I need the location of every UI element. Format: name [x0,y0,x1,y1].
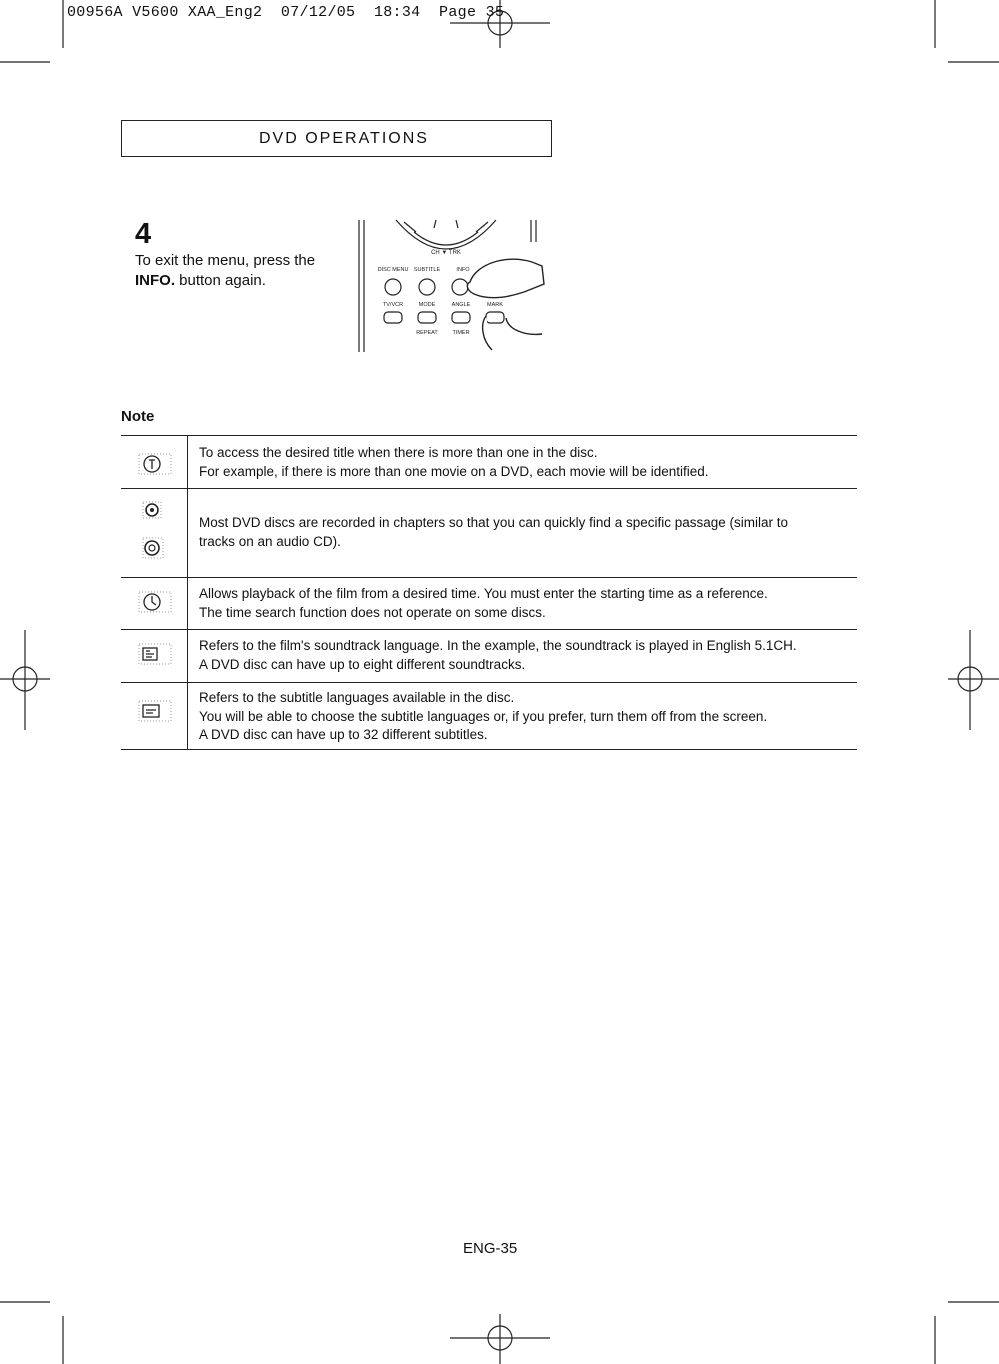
note-column-divider [187,435,188,749]
note-line: For example, if there is more than one movie on a DVD, each movie will be identified. [199,463,709,479]
note-rule [121,629,857,630]
remote-label-info: INFO [456,267,470,273]
remote-ch-label: CH ▼ TRK [431,250,461,256]
time-icon [137,588,173,616]
remote-label-disc-menu: DISC MENU [377,267,409,273]
page-number: ENG-35 [463,1240,518,1257]
print-slug: 00956A V5600 XAA_Eng2 07/12/05 18:34 Page 35 [67,4,505,21]
remote-label-tvvcr: TV/VCR [382,302,404,308]
step-number: 4 [135,218,152,250]
note-line: Allows playback of the film from a desired time. You must enter the starting time as a reference. [199,586,768,601]
remote-label-repeat: REPEAT [416,330,438,336]
note-line: A DVD disc can have up to eight different soundtracks. [199,656,526,672]
note-row-chapter [199,514,855,551]
remote-label-angle: ANGLE [451,302,471,308]
note-row-title [199,444,855,481]
note-line: You will be able to choose the subtitle languages or, if you prefer, turn them off from the screen. [199,708,768,724]
note-table [121,0,857,1364]
title-icon [137,450,173,478]
note-line: The time search function does not operate on some discs. [199,604,546,620]
step-text-prefix: To exit the menu, press the [135,252,316,269]
note-line: tracks on an audio CD). [199,533,341,549]
note-rule [121,488,857,489]
note-rule [121,577,857,578]
step-button-name: INFO. [135,272,175,289]
step-text-suffix: button again. [175,272,266,289]
subtitle-icon [137,697,173,725]
note-rule [121,682,857,683]
note-line: A DVD disc can have up to 32 different subtitles. [199,727,488,742]
remote-label-mode: MODE [418,302,436,308]
remote-label-mark: MARK [487,302,503,308]
note-row-time [199,585,855,622]
section-title: DVD OPERATIONS [259,129,429,147]
note-line: To access the desired title when there is more than one in the disc. [199,445,598,460]
note-heading: Note [121,408,155,425]
chapter-icon [137,496,173,566]
note-rule-bottom [121,749,857,750]
note-line: Refers to the film's soundtrack language. In the example, the soundtrack is played in English 5.1CH. [199,638,797,653]
note-rule-top [121,435,857,436]
note-line: Most DVD discs are recorded in chapters so that you can quickly find a specific passage (similar to [199,515,789,530]
remote-label-subtitle: SUBTITLE [413,267,441,273]
note-line: Refers to the subtitle languages available in the disc. [199,690,515,705]
audio-icon [137,640,173,668]
remote-label-timer: TIMER [452,330,470,336]
note-row-subtitle [199,689,855,745]
note-row-audio [199,637,855,674]
